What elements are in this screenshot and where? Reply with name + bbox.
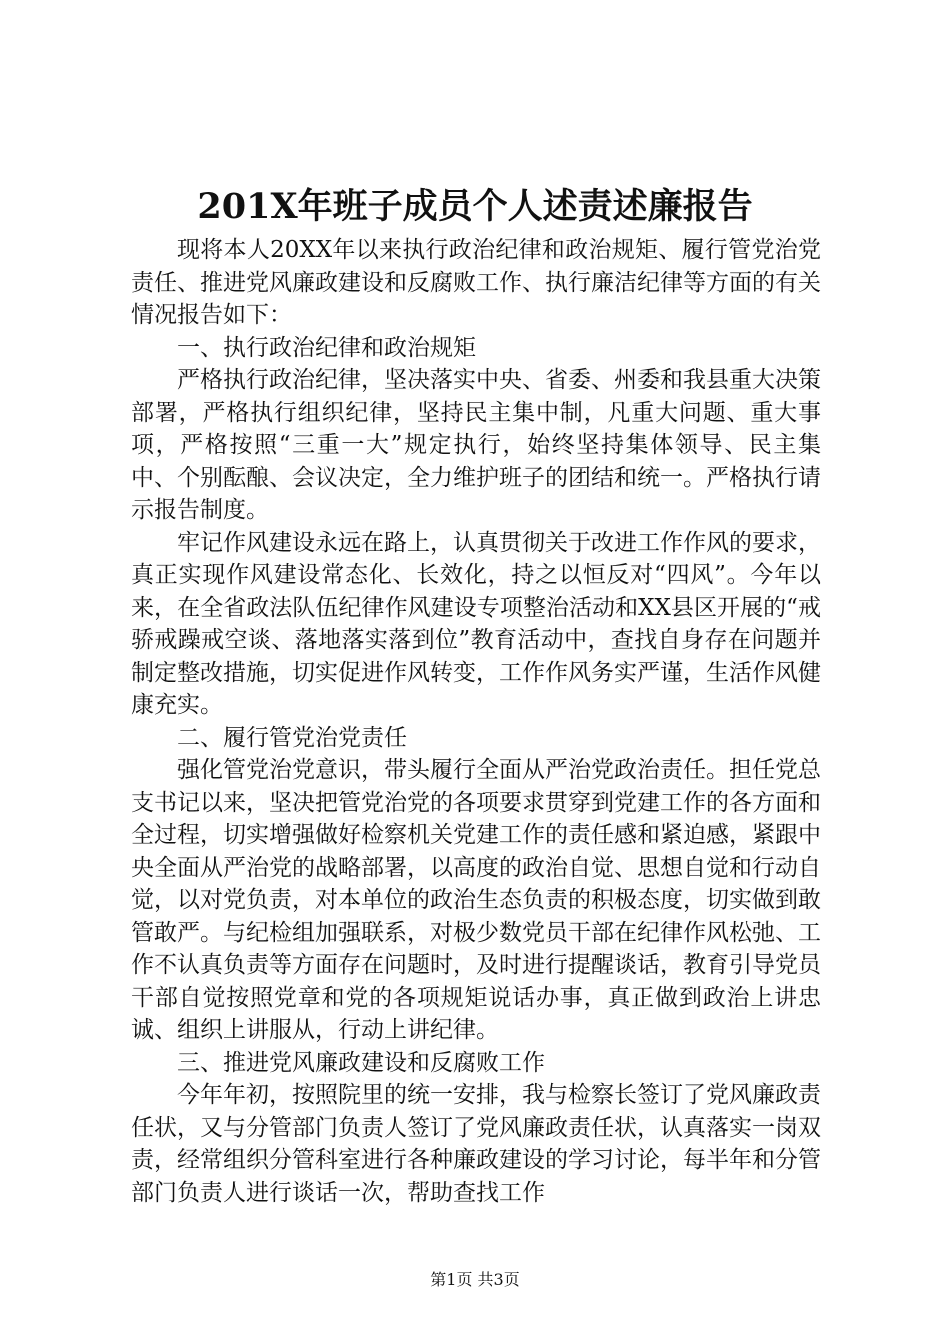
paragraph-3: 强化管党治党意识，带头履行全面从严治党政治责任。担任党总支书记以来，坚决把管党治党的各项要求贯穿到党建工作的各方面和全过程，切实增强做好检察机关党建工作的责任感和紧迫感，紧跟中央全面从严治党的战略部署，以高度的政治自觉、思想自觉和行动自觉，以对党负责，对本单位的政治生态负责的积极态度，切实做到敢管敢严。与纪检组加强联系，对极少数党员干部在纪律作风松弛、工作不认真负责等方面存在问题时，及时进行提醒谈话，教育引导党员干部自觉按照党章和党的各项规矩说话办事，真正做到政治上讲忠诚、组织上讲服从，行动上讲纪律。 <box>131 757 821 1043</box>
paragraph-intro: 现将本人20XX年以来执行政治纪律和政治规矩、履行管党治党责任、推进党风廉政建设和反腐败工作、执行廉洁纪律等方面的有关情况报告如下： <box>131 237 821 328</box>
document-title: 201X年班子成员个人述责述廉报告 <box>197 186 753 227</box>
section-heading-2: 二、履行管党治党责任 <box>177 724 407 751</box>
paragraph-2: 牢记作风建设永远在路上，认真贯彻关于改进工作作风的要求，真正实现作风建设常态化、长效化，持之以恒反对“四风”。今年以来，在全省政法队伍纪律作风建设专项整治活动和XX县区开展的“戒骄戒躁戒空谈、落地落实落到位”教育活动中，查找自身存在问题并制定整改措施，切实促进作风转变，工作作风务实严谨，生活作风健康充实。 <box>131 529 821 718</box>
document-body <box>131 234 821 1209</box>
section-heading-1: 一、执行政治纪律和政治规矩 <box>177 334 476 361</box>
paragraph-1: 严格执行政治纪律，坚决落实中央、省委、州委和我县重大决策部署，严格执行组织纪律，坚持民主集中制，凡重大问题、重大事项，严格按照“三重一大”规定执行，始终坚持集体领导、民主集中、个别酝酿、会议决定，全力维护班子的团结和统一。严格执行请示报告制度。 <box>131 367 821 523</box>
section-heading-3: 三、推进党风廉政建设和反腐败工作 <box>177 1049 545 1076</box>
paragraph-4: 今年年初，按照院里的统一安排，我与检察长签订了党风廉政责任状，又与分管部门负责人签订了党风廉政责任状，认真落实一岗双责，经常组织分管科室进行各种廉政建设的学习讨论，每半年和分管部门负责人进行谈话一次，帮助查找工作 <box>131 1082 821 1206</box>
page-footer: 第1页 共3页 <box>430 1270 520 1289</box>
